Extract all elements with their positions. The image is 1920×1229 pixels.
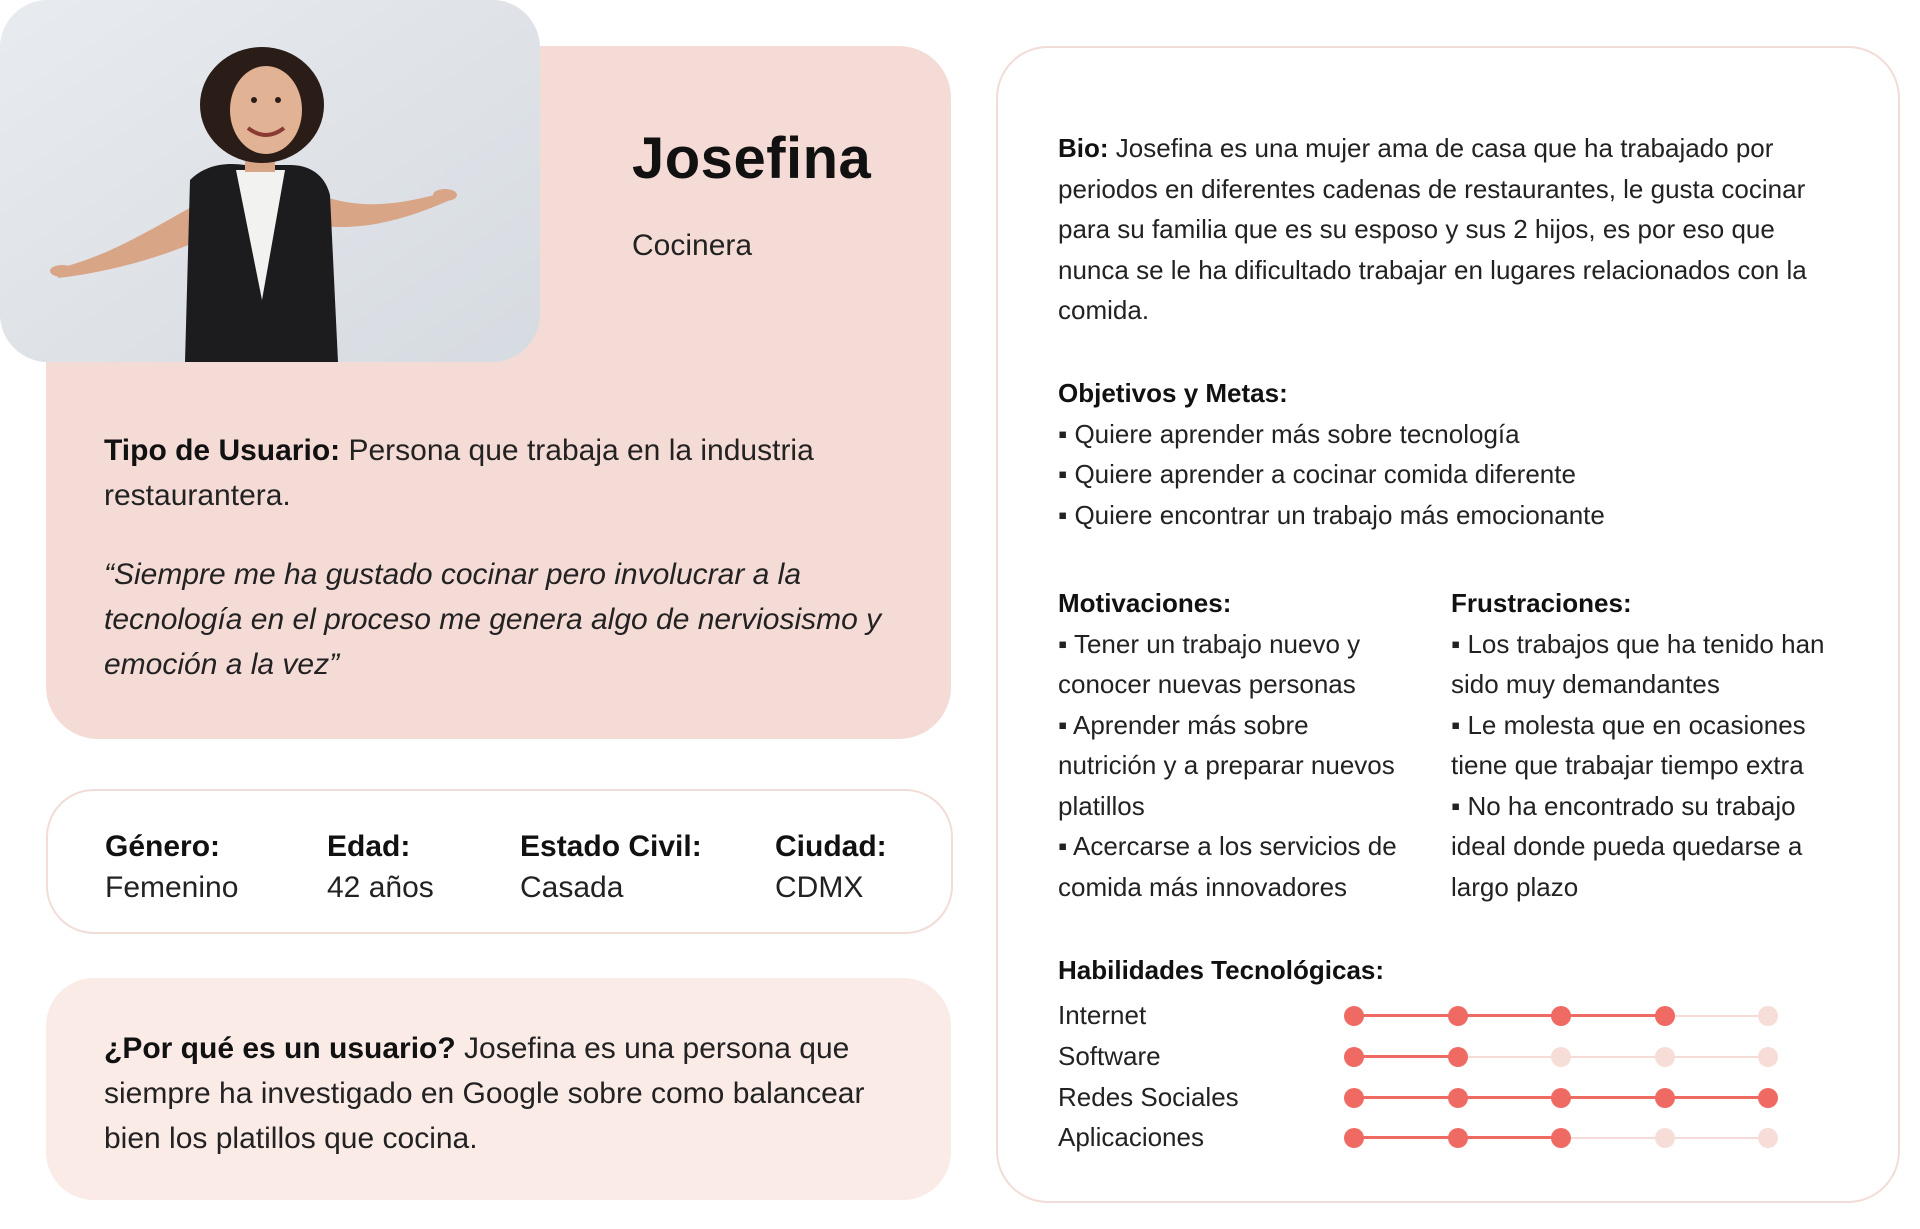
info-label: Estado Civil:: [520, 830, 702, 863]
why-user-text: [104, 1026, 904, 1161]
info-city: [775, 826, 887, 908]
info-label: Edad:: [327, 830, 411, 863]
frustrations-title: Frustraciones:: [1451, 588, 1632, 618]
skill-dot: [1655, 1006, 1675, 1026]
skill-dot: [1344, 1128, 1364, 1148]
info-age: [327, 826, 434, 908]
info-gender: [105, 826, 238, 908]
skill-dot: [1758, 1047, 1778, 1067]
list-item: ▪ Acercarse a los servicios de comida más innovadores: [1058, 831, 1397, 902]
skill-rating-apps: [1354, 1126, 1768, 1150]
bio-text: Josefina es una mujer ama de casa que ha trabajado por periodos en diferentes cadenas de restaurantes, le gusta cocinar para su familia que es su esposo y sus 2 hijos, es por eso que nunca se le ha dificultado trabajar en lugares relacionados con la comida.: [1058, 133, 1807, 325]
list-item: ▪ Le molesta que en ocasiones tiene que trabajar tiempo extra: [1451, 709, 1806, 780]
info-civil-status: [520, 826, 702, 908]
skill-dot: [1448, 1006, 1468, 1026]
skill-dot: [1344, 1006, 1364, 1026]
skill-dot: [1758, 1128, 1778, 1148]
list-item: ▪ Quiere aprender más sobre tecnología: [1058, 418, 1520, 449]
skill-dot: [1655, 1088, 1675, 1108]
skill-dot: [1448, 1088, 1468, 1108]
info-value: 42 años: [327, 871, 434, 904]
list-item: ▪ Tener un trabajo nuevo y conocer nuevas personas: [1058, 628, 1361, 699]
skills-title: Habilidades Tecnológicas:: [1058, 955, 1385, 985]
skill-label: Aplicaciones: [1058, 1122, 1204, 1152]
skill-rating-internet: [1354, 1004, 1768, 1028]
list-item: ▪ Los trabajos que ha tenido han sido muy demandantes: [1451, 628, 1825, 699]
goals-title: Objetivos y Metas:: [1058, 378, 1288, 408]
profile-photo: [0, 0, 540, 362]
skill-dot: [1758, 1006, 1778, 1026]
goals-section: [1058, 373, 1838, 535]
skill-label: Redes Sociales: [1058, 1082, 1239, 1112]
info-value: Femenino: [105, 871, 239, 904]
skill-dot: [1655, 1047, 1675, 1067]
skill-track-fill: [1354, 1014, 1665, 1017]
skill-rating-social: [1354, 1086, 1768, 1110]
skill-dot: [1551, 1006, 1571, 1026]
info-value: Casada: [520, 871, 624, 904]
skill-dot: [1448, 1128, 1468, 1148]
user-type-text: Persona que trabaja en la industria restaurantera.: [104, 434, 814, 512]
user-type: [104, 428, 904, 518]
skill-dot: [1655, 1128, 1675, 1148]
bio: [1058, 128, 1838, 331]
frustrations-section: [1451, 583, 1831, 907]
skill-label: Software: [1058, 1041, 1161, 1071]
skill-dot: [1551, 1088, 1571, 1108]
motivations-title: Motivaciones:: [1058, 588, 1232, 618]
persona-name: Josefina: [632, 126, 872, 191]
skill-rating-software: [1354, 1045, 1768, 1069]
persona-role: Cocinera: [632, 229, 753, 262]
why-user-label: ¿Por qué es un usuario?: [104, 1032, 456, 1065]
info-label: Género:: [105, 830, 221, 863]
skill-dot: [1344, 1047, 1364, 1067]
list-item: ▪ Aprender más sobre nutrición y a preparar nuevos platillos: [1058, 709, 1395, 821]
skill-dot: [1551, 1047, 1571, 1067]
skill-track-fill: [1354, 1055, 1458, 1058]
skill-label: Internet: [1058, 1000, 1147, 1030]
bio-label: Bio:: [1058, 133, 1109, 163]
skill-dot: [1344, 1088, 1364, 1108]
info-value: CDMX: [775, 871, 864, 904]
list-item: ▪ No ha encontrado su trabajo ideal donde pueda quedarse a largo plazo: [1451, 790, 1803, 902]
persona-quote: “Siempre me ha gustado cocinar pero involucrar a la tecnología en el proceso me genera algo de nerviosismo y emoción a la vez”: [104, 558, 882, 681]
skill-dot: [1448, 1047, 1468, 1067]
list-item: ▪ Quiere aprender a cocinar comida diferente: [1058, 459, 1576, 489]
motivations-section: [1058, 583, 1408, 907]
user-type-label: Tipo de Usuario:: [104, 434, 341, 467]
skill-dot: [1758, 1088, 1778, 1108]
skill-dot: [1551, 1128, 1571, 1148]
list-item: ▪ Quiere encontrar un trabajo más emocionante: [1058, 499, 1605, 530]
why-user-body: Josefina es una persona que siempre ha investigado en Google sobre como balancear bien los platillos que cocina.: [104, 1032, 865, 1155]
demographics-card: [46, 789, 953, 934]
why-user-card: [46, 978, 951, 1200]
info-label: Ciudad:: [775, 830, 887, 863]
